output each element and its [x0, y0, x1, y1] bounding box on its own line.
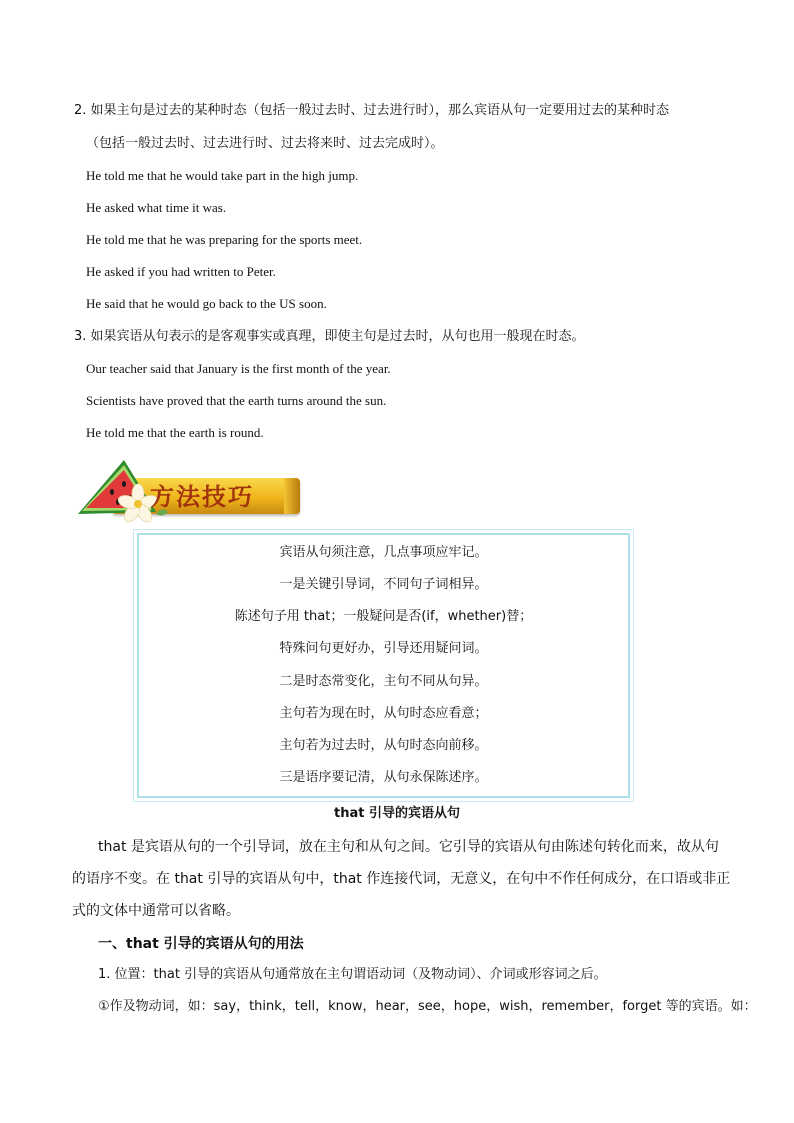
example-sentence: He said that he would go back to the US soon. [86, 296, 327, 311]
tip-line: 一是关键引导词，不同句子词相异。 [279, 577, 488, 592]
tip-line: 主句若为现在时，从句时态应看意； [279, 706, 488, 721]
example-sentence: He told me that he was preparing for the sports meet. [86, 232, 363, 247]
point-line: ①作及物动词，如：say，think，tell，know，hear，see，hope，wish，remember，forget 等的宾语。如： [98, 999, 757, 1014]
example-sentence: He asked if you had written to Peter. [86, 264, 276, 279]
subheading: 一、that 引导的宾语从句的用法 [98, 936, 304, 952]
example-sentence: He told me that the earth is round. [86, 425, 264, 440]
example-sentence: Scientists have proved that the earth turns around the sun. [86, 393, 387, 408]
banner-title: 方法技巧 [150, 482, 254, 511]
example-sentence: Our teacher said that January is the first month of the year. [86, 361, 391, 376]
tip-line: 陈述句子用 that；一般疑问是否(if，whether)替； [234, 609, 533, 624]
paragraph-line: 式的文体中通常可以省略。 [72, 903, 240, 919]
tip-line: 二是时态常变化，主句不同从句异。 [279, 674, 488, 689]
section3-line1: 3. 如果宾语从句表示的是客观事实或真理，即使主句是过去时，从句也用一般现在时态。 [74, 329, 585, 344]
tip-line: 三是语序要记清，从句永保陈述序。 [279, 770, 488, 785]
section2-line2: （包括一般过去时、过去进行时、过去将来时、过去完成时）。 [86, 136, 444, 151]
tips-box [137, 533, 630, 798]
method-tips-banner [72, 458, 302, 526]
paragraph-line: that 是宾语从句的一个引导词，放在主句和从句之间。它引导的宾语从句由陈述句转化而来，故从句 [98, 839, 719, 855]
point-line: 1. 位置：that 引导的宾语从句通常放在主句谓语动词（及物动词）、介词或形容词之后。 [98, 967, 607, 982]
section-heading: that 引导的宾语从句 [334, 806, 460, 821]
section2-line1: 2. 如果主句是过去的某种时态（包括一般过去时、过去进行时），那么宾语从句一定要用过去的某种时态 [74, 103, 670, 118]
example-sentence: He told me that he would take part in the high jump. [86, 168, 359, 183]
tip-line: 主句若为过去时，从句时态向前移。 [279, 738, 488, 753]
example-sentence: He asked what time it was. [86, 200, 227, 215]
tip-line: 宾语从句须注意，几点事项应牢记。 [279, 545, 488, 560]
tip-line: 特殊问句更好办，引导还用疑问词。 [279, 641, 488, 656]
paragraph-line: 的语序不变。在 that 引导的宾语从句中，that 作连接代词，无意义，在句中不作任何成分，在口语或非正 [72, 871, 731, 887]
